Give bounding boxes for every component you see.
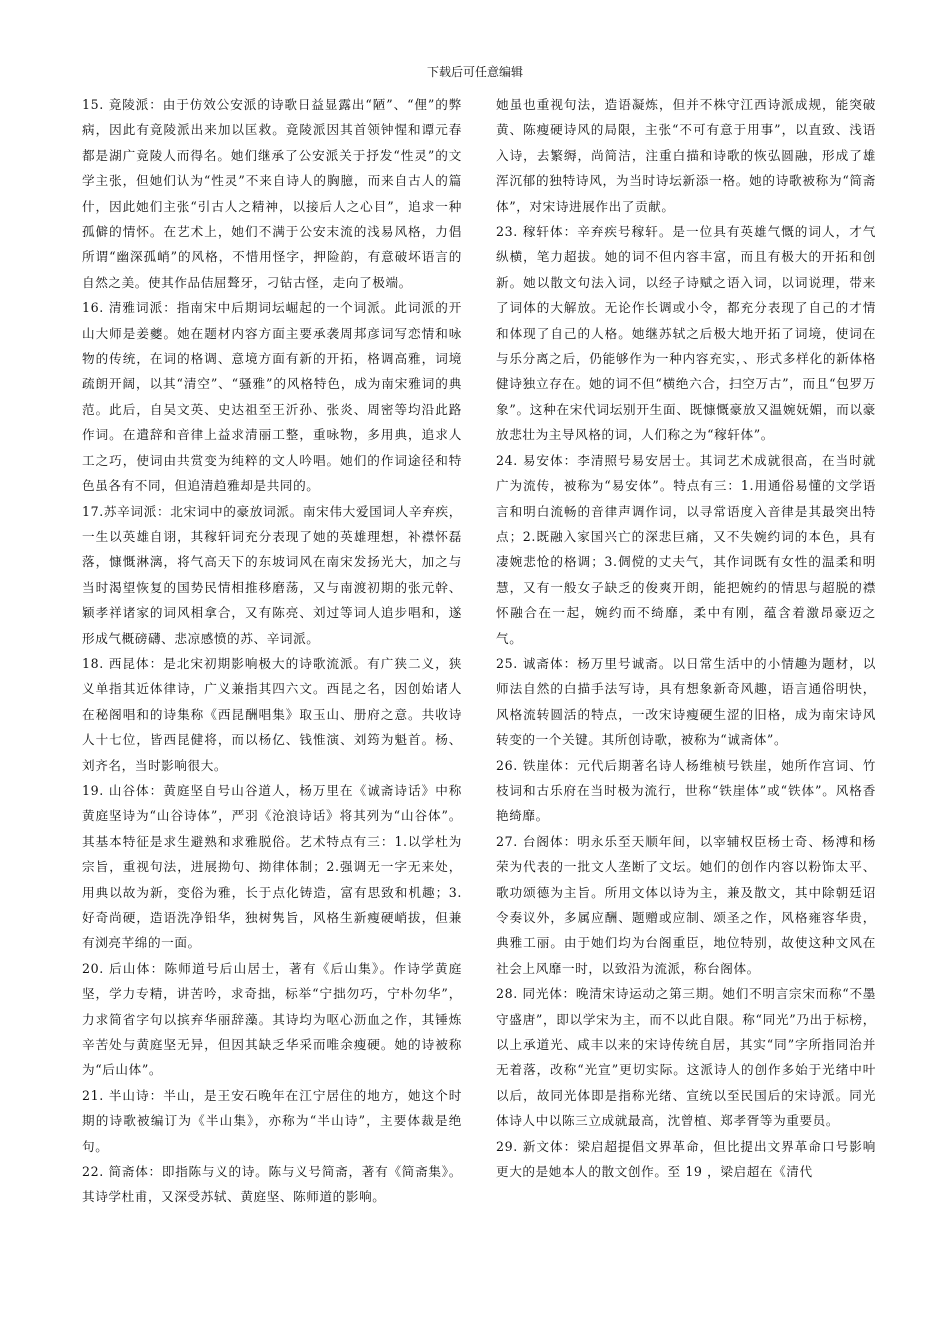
entry-17-suxin: 17.苏辛词派：北宋词中的豪放词派。南宋伟大爱国词人辛弃疾，一生以英雄自诩，其稼轩词充分表现了她的英雄理想，补襟怀磊落，慷慨淋漓，将气高天下的东坡词风在南宋发扬光大，加之与当时渴望恢复的国势民情相推移磨荡，又与南渡初期的张元幹、颖孝祥诸家的词风相拿合，又有陈亮、刘过等词人追步唱和，遂形成气概磅礴、悲凉感愤的苏、辛词派。 (82, 503, 462, 646)
entry-28-tongguang: 28. 同光体：晚清宋诗运动之第三期。她们不明言宗宋而称“不墨守盛唐”，即以学宋为主，而不以此自限。称“同光”乃出于标榜，以上承道光、咸丰以来的宋诗传统自居，其实“同”字所指同治并无着落，改称“光宣”更切实际。这派诗人的创作多始于光绪中叶以后，故同光体即是指称光绪、宣统以至民国后的宋诗派。同光体诗人中以陈三立成就最高，沈曾植、郑孝胥等为重要员。 (496, 986, 876, 1129)
entry-25-chengzhai: 25. 诚斋体：杨万里号诚斋。以日常生活中的小情趣为题材，以师法自然的白描手法写诗，具有想象新奇风趣，语言通俗明快，风格流转圆活的特点，一改宋诗瘦硬生涩的旧格，成为南宋诗风转变的一个关键。其所创诗歌，被称为“诚斋体”。 (496, 655, 876, 748)
entry-15-jingling: 15. 竟陵派：由于仿效公安派的诗歌日益显露出“陋”、“俚”的弊病，因此有竟陵派出来加以匡救。竟陵派因其首领钟惺和谭元春都是湖广竟陵人而得名。她们继承了公安派关于抒发“性灵”的文学主张，但她们认为“性灵”不来自诗人的胸臆，而来自古人的篇什，因此她们主张“引古人之精神，以接后人之心目”，追求一种孤僻的情怀。在艺术上，她们不满于公安末流的浅易风格，力倡所谓“幽深孤峭”的风格，不惜用怪字，押险韵，有意破坏语言的自然之美。使其作品佶屈聱牙，刁钻古怪，走向了极端。 (82, 97, 462, 290)
entry-23-jiaxuan: 23. 稼轩体：辛弃疾号稼轩。是一位具有英雄气慨的词人，才气纵横，笔力超拔。她的词不但内容丰富，而且有极大的开拓和创新。她以散文句法入词，以经子诗赋之语入词，以词说理，带来了词体的大解放。无论作长调或小令，都充分表现了自己的才情和体现了自己的人格。她继苏轼之后极大地开拓了词境，使词在与乐分离之后，仍能够作为一种内容充实，、形式多样化的新体格健诗独立存在。她的词不但“横绝六合，扫空万古”，而且“包罗万象”。这种在宋代词坛别开生面、既慷慨豪放又温婉妩媚，而以豪放悲壮为主导风格的词，人们称之为“稼轩体”。 (496, 224, 876, 443)
page-header: 下载后可任意编辑 (426, 65, 523, 79)
entry-29-xinwenti: 29. 新文体：梁启超提倡文界革命，但比提出文界革命口号影响更大的是她本人的散文创作。至 19 ，梁启超在《清代 (496, 1138, 876, 1180)
entry-27-taige: 27. 台阁体：明永乐至天顺年间，以宰辅权臣杨士奇、杨溥和杨荣为代表的一批文人垄断了文坛。她们的创作内容以粉饰太平、歌功颂德为主旨。所用文体以诗为主，兼及散文，其中除朝廷诏令奏议外，多属应酬、题赠或应制、颂圣之作，风格雍容华贵，典雅工丽。由于她们均为台阁重臣，地位特别，故使这种文风在社会上风靡一时，以致沿为流派，称台阁体。 (496, 833, 876, 976)
entry-22-jianzhai: 22. 简斋体：即指陈与义的诗。陈与义号简斋，著有《简斋集》。其诗学杜甫，又深受苏轼、黄庭坚、陈师道的影响。 (82, 1164, 462, 1205)
right-column (496, 92, 876, 1184)
left-column (82, 92, 462, 1210)
entry-24-yian: 24. 易安体：李清照号易安居士。其词艺术成就很高，在当时就广为流传，被称为“易安体”。特点有三：1.用通俗易懂的文学语言和明白流畅的音律声调作词，以寻常语度入音律是其最突出特点；2.既融入家国兴亡的深悲巨痛，又不失婉约词的本色，具有凄婉悲怆的格调；3.倜傥的丈夫气，其作词既有女性的温柔和明慧，又有一般女子缺乏的俊爽开朗，能把婉约的情思与超脱的襟怀融合在一起，婉约而不绮靡，柔中有刚，蕴含着激昂豪迈之气。 (496, 452, 876, 646)
entry-16-qingya: 16. 清雅词派：指南宋中后期词坛崛起的一个词派。此词派的开山大师是姜夔。她在题材内容方面主要承袭周邦彦词写恋情和咏物的传统，在词的格调、意境方面有新的开拓，格调高雅，词境疏朗开阔，以其“清空”、“骚雅”的风格特色，成为南宋雅词的典范。此后，自吴文英、史达祖至王沂孙、张炎、周密等均沿此路作词。在遣辞和音律上益求清丽工整，重咏物，多用典，追求人工之巧，使词由共赏变为纯粹的文人吟唱。她们的作词途径和特色虽各有不同，但追清趋雅却是共同的。 (82, 300, 462, 494)
entry-22-jianzhai-continued: 她虽也重视句法，造语凝炼，但并不株守江西诗派成规，能突破黄、陈瘦硬诗风的局限，主张“不可有意于用事”，以直致、浅语入诗，去繁缛，尚简洁，注重白描和诗歌的恢弘圆融，形成了雄浑沉郁的独特诗风，为当时诗坛新添一格。她的诗歌被称为“简斋体”，对宋诗进展作出了贡献。 (496, 97, 876, 214)
entry-19-shangu: 19. 山谷体：黄庭坚自号山谷道人，杨万里在《诚斋诗话》中称黄庭坚诗为“山谷诗体”，严羽《沧浪诗话》将其列为“山谷体”。其基本特征是求生避熟和求雅脱俗。艺术特点有三：1.以学杜为宗旨，重视句法，进展拗句、拗律体制；2.强调无一字无来处，用典以故为新，变俗为雅，长于点化铸造，富有思致和机趣；3.好奇尚硬，造语洗净铅华，独树隽旨，风格生新瘦硬峭拔，但兼有浏亮芊绵的一面。 (82, 782, 462, 951)
entry-26-tieya: 26. 铁崖体：元代后期著名诗人杨维桢号铁崖，她所作宫词、竹枝词和古乐府在当时极为流行，世称“铁崖体”或“铁体”。风格香艳绮靡。 (496, 757, 876, 824)
entry-18-xikun: 18. 西昆体：是北宋初期影响极大的诗歌流派。有广狭二义，狭义单指其近体律诗，广义兼指其四六文。西昆之名，因创始诸人在秘阁唱和的诗集称《西昆酬唱集》取玉山、册府之意。共收诗人十七位，皆西昆健将，而以杨亿、钱惟演、刘筠为魁首。杨、刘齐名，当时影响很大。 (82, 655, 462, 773)
entry-21-banshan: 21. 半山诗：半山，是王安石晚年在江宁居住的地方，她这个时期的诗歌被编订为《半山集》，亦称为“半山诗”，主要体裁是绝句。 (82, 1087, 462, 1154)
entry-20-houshan: 20. 后山体：陈师道号后山居士，著有《后山集》。作诗学黄庭坚，学力专精，讲苦吟，求奇拙，标举“宁拙勿巧，宁朴勿华”，力求简省字句以摈弃华丽辞藻。其诗均为呕心沥血之作，其锤炼辛苦处与黄庭坚无异，但因其缺乏华采而唯余瘦硬。她的诗被称为“后山体”。 (82, 960, 462, 1078)
